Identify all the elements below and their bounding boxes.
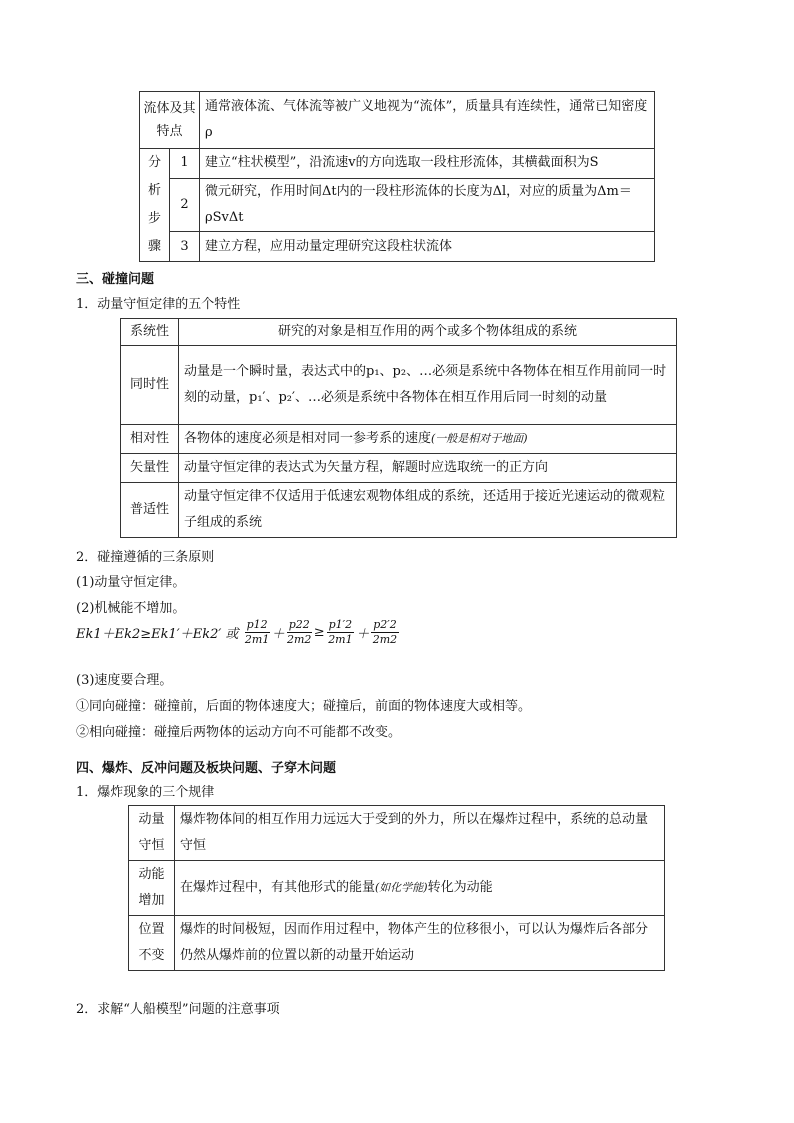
fraction [287,618,312,647]
rule-tail: 转化为动能 [427,880,493,895]
principle-2: (2)机械能不增加。 [76,601,186,616]
section4-title: 四、爆炸、反冲问题及板块问题、子穿木问题 [76,761,337,776]
step-text: 建立“柱状模型”，沿流速v的方向选取一段柱形流体，其横截面积为S [200,149,655,179]
explosion-rules-table [128,805,665,971]
plus-sign: ＋ [271,627,285,642]
frac-num: p1′2 [328,618,353,631]
geq-sign: ≥ [313,625,325,640]
rule-text: 爆炸物体间的相互作用力远远大于受到的外力，所以在爆炸过程中，系统的总动量守恒 [175,806,665,861]
collision-same-direction: ①同向碰撞：碰撞前，后面的物体速度大；碰撞后，前面的物体速度大或相等。 [76,699,532,714]
fluid-text: 通常液体流、气体流等被广义地视为“流体”，质量具有连续性，通常已知密度ρ [200,92,655,149]
fluid-label: 流体及其特点 [140,92,200,149]
rule-label: 位置不变 [129,916,175,971]
frac-den: 2m1 [328,633,353,646]
momentum-properties-table [120,318,677,538]
section3-title: 三、碰撞问题 [76,272,155,287]
energy-formula [76,618,401,647]
frac-den: 2m2 [372,633,398,646]
step-number: 3 [170,232,200,262]
step-number: 2 [170,178,200,232]
frac-den: 2m1 [244,633,270,646]
prop-text: 各物体的速度必须是相对同一参考系的速度 [184,431,432,446]
prop-text: 动量守恒定律的表达式为矢量方程，解题时应选取统一的正方向 [179,454,677,483]
frac-num: p2′2 [373,618,397,631]
prop-text: 研究的对象是相互作用的两个或多个物体组成的系统 [179,319,677,346]
section3-sub2: 2．碰撞遵循的三条原则 [76,550,215,565]
prop-label: 同时性 [121,346,179,425]
prop-cell [179,425,677,454]
step-text: 微元研究，作用时间Δt内的一段柱形流体的长度为Δl，对应的质量为Δm＝ρSvΔt [200,178,655,232]
prop-label: 普适性 [121,483,179,538]
frac-num: p22 [288,618,310,631]
principle-3: (3)速度要合理。 [76,673,173,688]
rule-text: 爆炸的时间极短，因而作用过程中，物体产生的位移很小，可以认为爆炸后各部分仍然从爆炸前的位置以新的动量开始运动 [175,916,665,971]
section4-sub1: 1．爆炸现象的三个规律 [76,785,215,800]
steps-label: 分析步骤 [140,149,170,262]
fraction [245,618,270,647]
fraction [371,618,399,647]
rule-note: (如化学能) [375,881,428,894]
section4-sub2: 2．求解“人船模型”问题的注意事项 [76,1002,280,1017]
formula-left: Ek1＋Ek2≥Ek1′＋Ek2′ 或 [76,627,239,642]
section3-sub1: 1．动量守恒定律的五个特性 [76,297,241,312]
prop-text: 动量是一个瞬时量，表达式中的p₁、p₂、…必须是系统中各物体在相互作用前同一时刻的动量，p₁′、p₂′、…必须是系统中各物体在相互作用后同一时刻的动量 [179,346,677,425]
frac-den: 2m2 [286,633,312,646]
principle-1: (1)动量守恒定律。 [76,575,186,590]
step-number: 1 [170,149,200,179]
prop-note: (一般是相对于地面) [431,432,528,445]
collision-opposite-direction: ②相向碰撞：碰撞后两物体的运动方向不可能都不改变。 [76,725,402,740]
prop-label: 系统性 [121,319,179,346]
fluid-table [139,91,655,262]
plus-sign: ＋ [356,627,370,642]
rule-label: 动能增加 [129,861,175,916]
rule-cell [175,861,665,916]
fraction [327,618,355,647]
frac-num: p12 [246,618,268,631]
prop-label: 相对性 [121,425,179,454]
prop-label: 矢量性 [121,454,179,483]
rule-label: 动量守恒 [129,806,175,861]
prop-text: 动量守恒定律不仅适用于低速宏观物体组成的系统，还适用于接近光速运动的微观粒子组成的系统 [179,483,677,538]
step-text: 建立方程，应用动量定理研究这段柱状流体 [200,232,655,262]
rule-text: 在爆炸过程中，有其他形式的能量 [180,880,376,895]
